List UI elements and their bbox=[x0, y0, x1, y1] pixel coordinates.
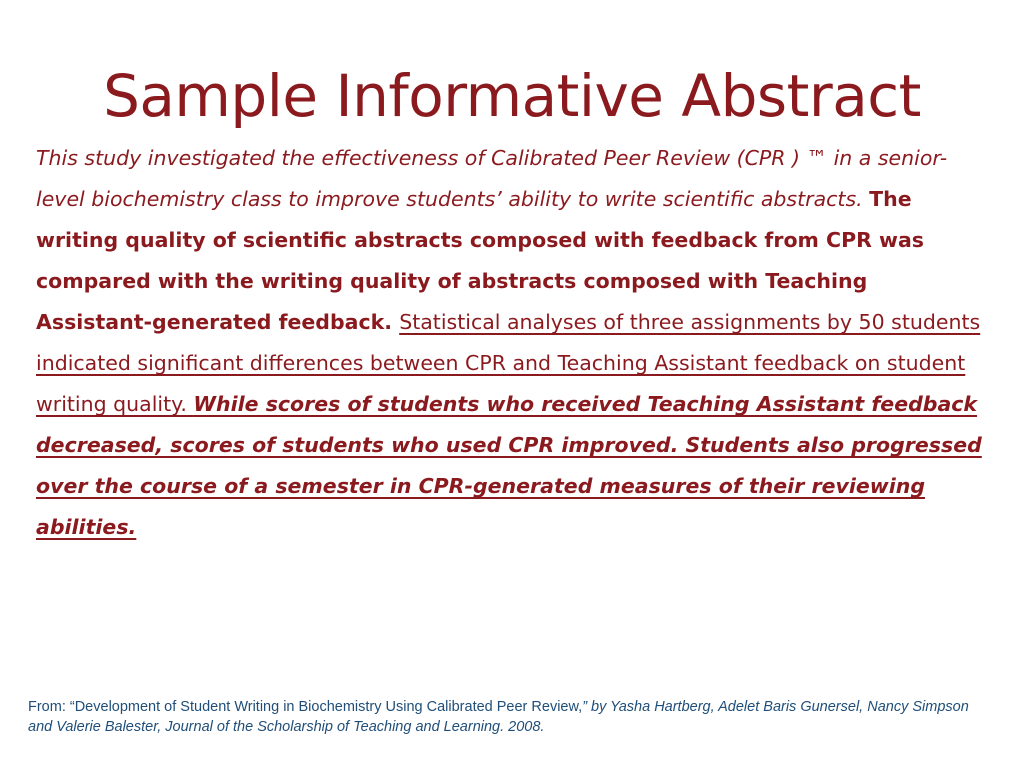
citation-suffix: ” by Yasha Hartberg, Adelet Baris Gunersel, Nancy Simpson and Valerie Balester, Journal of the Scholarship of Teaching and Learning. 2008. bbox=[28, 699, 969, 735]
abstract-methods: The writing quality of scientific abstracts composed with feedback from CPR was compared with the writing quality of abstracts composed with Teaching Assistant-generated feedback. bbox=[36, 187, 925, 334]
abstract-conclusions: While scores of students who received Teaching Assistant feedback decreased, scores of students who used CPR improved. Students also progressed over the course of a semester in CPR-generated measures of their reviewing abilities. bbox=[36, 392, 982, 539]
citation bbox=[28, 697, 988, 737]
citation-prefix: From: “Development of Student Writing in Biochemistry Using Calibrated Peer Review, bbox=[28, 699, 583, 715]
abstract-results: Statistical analyses of three assignments by 50 students indicated significant differences between CPR and Teaching Assistant feedback on student writing quality. bbox=[36, 310, 981, 416]
slide-title: Sample Informative Abstract bbox=[103, 62, 921, 130]
abstract-paragraph bbox=[36, 138, 986, 548]
abstract-purpose: This study investigated the effectiveness of Calibrated Peer Review (CPR ) ™ in a senior-level biochemistry class to improve students’ ability to write scientific abstracts. bbox=[36, 146, 948, 211]
